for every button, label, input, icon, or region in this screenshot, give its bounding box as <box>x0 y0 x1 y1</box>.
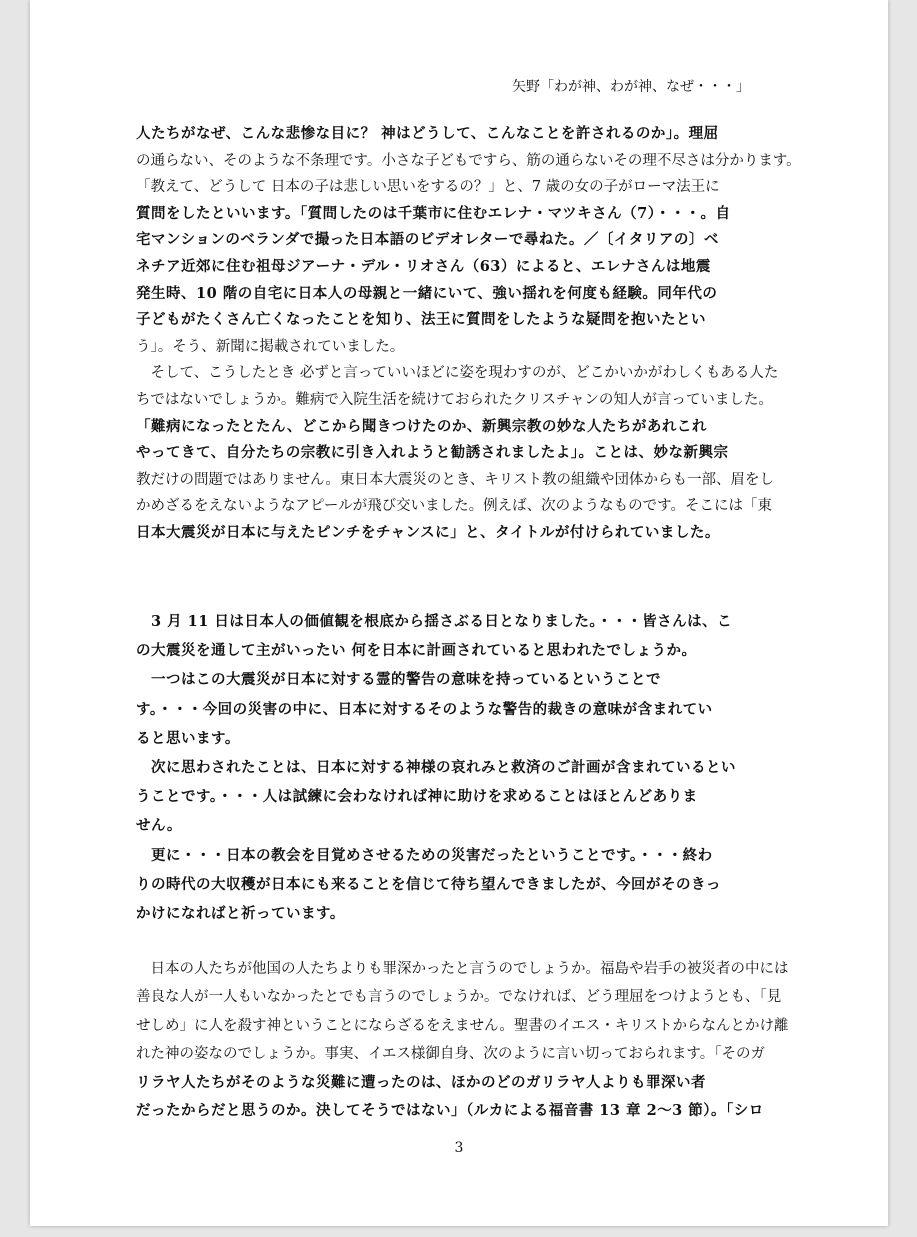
text-line: 次に思わされたことは、日本に対する神様の哀れみと救済のご計画が含まれているとい <box>136 759 736 776</box>
text-line: リラヤ人たちがそのような災難に遭ったのは、ほかのどのガリラヤ人よりも罪深い者 <box>136 1073 706 1091</box>
text-line: す。・・・今回の災害の中に、日本に対するそのような警告的裁きの意味が含まれてい <box>136 700 713 718</box>
text-line: 「教えて、どうして 日本の子は悲しい思いをするの？」と、7 歳の女の子がローマ法王に <box>136 179 720 196</box>
text-line: う」。そう、新聞に掲載されていました。 <box>136 338 405 355</box>
text-line: 子どもがたくさん亡くなったことを知り、法王に質問をしたような疑問を抱いたとい <box>136 311 706 329</box>
text-line: 教だけの問題ではありません。東日本大震災のとき、キリスト教の組織や団体からも一部、眉をし <box>136 471 774 488</box>
text-line: せん。 <box>136 817 182 835</box>
text-line: 日本大震災が日本に与えたピンチをチャンスに」と、タイトルが付けられていました。 <box>136 524 720 541</box>
text-line: うことです。・・・人は試練に会わなければ神に助けを求めることはほとんどありま <box>136 788 698 806</box>
text-line: せしめ」に人を殺す神ということにならざるをえません。聖書のイエス・キリストからなんとかけ離 <box>136 1017 789 1034</box>
text-line: 質問をしたといいます。「質問したのは千葉市に住むエレナ・マツキさん（7）・・・。自 <box>136 204 731 222</box>
text-line: 一つはこの大震災が日本に対する霊的警告の意味を持っているということで <box>136 671 661 689</box>
text-line: やってきて、自分たちの宗教に引き入れようと勧誘されましたよ」。ことは、妙な新興宗 <box>136 444 729 462</box>
text-line: 「難病になったとたん、どこから聞きつけたのか、新興宗教の妙な人たちがあれこれ <box>136 417 707 435</box>
text-line: れた神の姿なのでしょうか。事実、イエス様御自身、次のように言い切っておられます。「そのガ <box>136 1046 766 1063</box>
text-line: 3 月 11 日は日本人の価値観を根底から揺さぶる日となりました。・・・皆さんは、こ <box>136 613 733 630</box>
text-line: 発生時、10 階の自宅に日本人の母親と一緒にいて、強い揺れを何度も経験。同年代の <box>136 284 718 302</box>
text-line: かけになればと祈っています。 <box>136 905 345 922</box>
text-line: ネチア近郊に住む祖母ジアーナ・デル・リオさん（63）によると、エレナさんは地震 <box>136 258 711 275</box>
text-line: の通らない、そのような不条理です。小さな子どもですら、筋の通らないその理不尽さは分かります。 <box>136 152 801 169</box>
text-line: りの時代の大収穫が日本にも来ることを信じて待ち望んできましたが、今回がそのきっ <box>136 875 721 893</box>
page-number: 3 <box>454 1140 464 1156</box>
text-line: 善良な人が一人もいなかったとでも言うのでしょうか。でなければ、どう理屈をつけようとも、「見 <box>136 989 782 1006</box>
text-line: ると思います。 <box>136 729 240 747</box>
text-line: ちではないでしょうか。難病で入院生活を続けておられたクリスチャンの知人が言っていました。 <box>136 392 773 408</box>
text-line: 更に・・・日本の教会を目覚めさせるための災害だったということです。・・・終わ <box>136 846 713 864</box>
text-line: 宅マンションのベランダで撮った日本語のビデオレターで尋ねた。／〔イタリアの〕ベ <box>136 231 719 249</box>
text-line: だったからだと思うのか。決してそうではない」（ルカによる福音書 13 章 2〜3 節）。「シロ <box>136 1102 764 1119</box>
text-line: の大震災を通して主がいったい 何を日本に計画されていると思われたでしょうか。 <box>136 642 697 660</box>
text-line: 人たちがなぜ、こんな悲惨な目に？ 神はどうして、こんなことを許されるのか」。理屈 <box>136 125 719 142</box>
document-page <box>30 0 888 1226</box>
text-line: そして、こうしたとき 必ずと言っていいほどに姿を現わすのが、どこかいかがわしくもある人た <box>136 365 779 382</box>
text-line: かめざるをえないようなアピールが飛び交いました。例えば、次のようなものです。そこには「東 <box>136 498 772 515</box>
text-line: 日本の人たちが他国の人たちよりも罪深かったと言うのでしょうか。福島や岩手の被災者の中には <box>136 961 789 977</box>
running-header: 矢野「わが神、わが神、なぜ・・・」 <box>512 79 750 95</box>
